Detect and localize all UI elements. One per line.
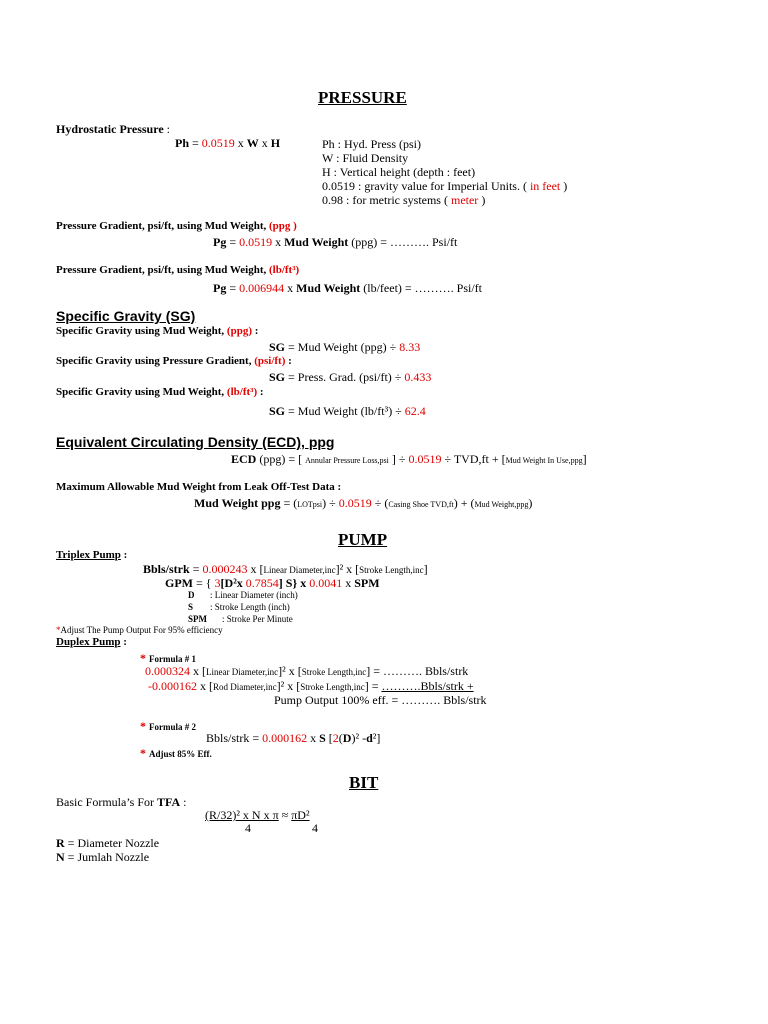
tfa-denominator-right: 4 (312, 821, 318, 835)
note-star: * (140, 746, 149, 760)
heading-text: Pressure Gradient, psi/ft, using Mud Weight, (56, 220, 269, 232)
linear-diameter-term: Linear Diameter,inc (263, 565, 336, 575)
imperial-unit: in feet (529, 179, 561, 193)
formula-text: x [ (197, 679, 213, 693)
eq: = (226, 235, 240, 249)
gpm-constant-conv: 0.0041 (309, 576, 343, 590)
gradient-lb-formula (213, 281, 482, 296)
bbls-var: Bbls/strk (143, 562, 190, 576)
heading-colon: : (180, 795, 187, 809)
formula-text: ( (338, 731, 343, 745)
formula-text: = Press. Grad. (psi/ft) ÷ (285, 370, 405, 384)
sg-formula-2 (269, 370, 431, 385)
heading-text: Duplex Pump (56, 636, 121, 648)
metric-end: ) (478, 193, 486, 207)
sg-var: SG (269, 340, 286, 354)
duplex-adjust-note (140, 746, 212, 761)
r-var: R (56, 836, 65, 850)
heading-colon: : (251, 325, 259, 337)
formula-tail: (lb/feet) = ………. Psi/ft (360, 281, 483, 295)
tfa-term: TFA (157, 795, 181, 809)
rod-diameter-term: Rod Diameter,inc (213, 682, 277, 692)
formula-text: ²] (372, 731, 381, 745)
heading-colon: : (120, 636, 127, 648)
formula-text: ]² x [ (276, 679, 301, 693)
formula-text: Bbls/strk = (206, 731, 263, 745)
duplex-constant-2: -0.000162 (148, 679, 197, 693)
formula-text: = Mud Weight (ppg) ÷ (285, 340, 400, 354)
formula-text: = { (193, 576, 215, 590)
note-text: Adjust The Pump Output For 95% efficiency (60, 625, 223, 635)
legend-ph: Ph : Hyd. Press (psi) (322, 137, 422, 151)
formula-text: ] (423, 562, 428, 576)
formula-text: ] ÷ (388, 452, 409, 466)
sg-constant: 8.33 (399, 340, 421, 354)
annular-loss-term: Annular Pressure Loss,psi (305, 456, 389, 465)
imperial-end: ) (560, 179, 568, 193)
gradient-ppg-heading (56, 220, 297, 232)
ph-var: Ph (175, 136, 190, 150)
sg-formula-3 (269, 404, 426, 419)
heading-unit: (ppg ) (269, 220, 297, 232)
mud-weight-term: Mud Weight,ppg (474, 500, 529, 509)
approx-sign: ≈ (278, 808, 292, 822)
gpm-var: GPM (165, 576, 193, 590)
formula-text: ) + ( (453, 496, 475, 510)
factor-two: 2 (332, 731, 339, 745)
gradient-constant: 0.006944 (239, 281, 285, 295)
triplex-note (56, 625, 223, 635)
heading-text: Pressure Gradient, psi/ft, using Mud Weight, (56, 264, 269, 276)
stroke-length-term: Stroke Length,inc (300, 682, 365, 692)
formula-text: x [ (247, 562, 264, 576)
tfa-numerator (205, 808, 310, 823)
formula-text: )² - (351, 731, 367, 745)
lot-term: LOTpsi (297, 500, 323, 509)
hydrostatic-colon: : (163, 122, 170, 136)
formula-text: ]² x [ (278, 664, 302, 678)
heading-colon: : (285, 355, 292, 367)
legend-d-key: D (188, 590, 195, 600)
formula-text: ]² x [ (335, 562, 360, 576)
sg-formula-1 (269, 340, 420, 355)
sg-constant: 62.4 (404, 404, 426, 418)
hydrostatic-formula (175, 136, 280, 151)
n-var: N (56, 850, 65, 864)
formula-text: = ( (280, 496, 298, 510)
heading-unit: (lb/ft³) (226, 386, 258, 398)
sg-constant: 0.433 (404, 370, 432, 384)
sg-var: SG (269, 370, 286, 384)
formula-result: ……….Bbls/strk + (381, 679, 474, 693)
formula-title-text: Formula # 2 (149, 722, 196, 732)
legend-d-value: : Linear Diameter (inch) (210, 590, 298, 600)
formula-text: ] S} x (278, 576, 310, 590)
eq: = (189, 562, 203, 576)
spm-var: SPM (354, 576, 380, 590)
triplex-heading (56, 549, 127, 561)
ecd-var: ECD (231, 452, 257, 466)
gradient-constant: 0.0519 (239, 235, 273, 249)
formula-text: ÷ TVD,ft + [ (441, 452, 506, 466)
linear-diameter-term: Linear Diameter,inc (206, 667, 279, 677)
ecd-constant: 0.0519 (408, 452, 442, 466)
formula-text: (ppg) = [ (256, 452, 306, 466)
metric-text: 0.98 : for metric systems ( (322, 193, 451, 207)
formula-text: ] = (364, 679, 382, 693)
heading-colon: : (120, 549, 128, 561)
eq: = (189, 136, 202, 150)
heading-colon: : (257, 386, 264, 398)
times: x (342, 576, 355, 590)
stroke-length-term: Stroke Length,inc (359, 565, 424, 575)
gravity-constant: 0.0519 (201, 136, 235, 150)
times: x (307, 731, 320, 745)
legend-w: W : Fluid Density (322, 151, 409, 165)
gpm-constant-3: 3 (214, 576, 221, 590)
duplex-constant-3: 0.000162 (262, 731, 308, 745)
pg-var: Pg (213, 281, 227, 295)
formula-text: = Mud Weight (lb/ft³) ÷ (285, 404, 405, 418)
d-var: D (342, 731, 352, 745)
heading-text: Triplex Pump (56, 549, 121, 561)
gradient-lb-heading (56, 264, 299, 276)
duplex-line-1 (145, 664, 468, 679)
legend-spm-key: SPM (188, 614, 207, 624)
s-var: S (319, 731, 326, 745)
heading-text: Specific Gravity using Mud Weight, (56, 386, 227, 398)
eq: = (226, 281, 240, 295)
note-star: * (56, 625, 61, 635)
duplex-heading (56, 636, 127, 648)
section-title-bit: BIT (349, 773, 379, 792)
tfa-denominator-left: 4 (245, 821, 251, 835)
pg-var: Pg (213, 235, 227, 249)
times: x (284, 281, 297, 295)
mud-weight-term: Mud Weight In Use,ppg (505, 456, 583, 465)
stroke-length-term: Stroke Length,inc (301, 667, 367, 677)
legend-s-value: : Stroke Length (inch) (210, 602, 290, 612)
w-var: W (246, 136, 259, 150)
formula-2-title (140, 719, 196, 734)
tfa-heading (56, 795, 186, 810)
formula-text: [D²x (220, 576, 246, 590)
gradient-ppg-formula (213, 235, 457, 250)
sg-heading-2 (56, 355, 292, 367)
gpm-constant-pi4: 0.7854 (245, 576, 279, 590)
formula-text: ) ÷ (322, 496, 339, 510)
ecd-title: Equivalent Circulating Density (ECD), ppg (56, 434, 335, 450)
definition-text: = Jumlah Nozzle (64, 850, 150, 864)
hydrostatic-label: Hydrostatic Pressure (56, 122, 164, 136)
formula-text: [ (325, 731, 333, 745)
numerator-left: (R/32)² x N x π (205, 808, 279, 822)
metric-unit: meter (450, 193, 479, 207)
formula-text: x [ (190, 664, 206, 678)
n-definition (56, 850, 149, 865)
legend-h: H : Vertical height (depth : feet) (322, 165, 476, 179)
sg-var: SG (269, 404, 286, 418)
shoe-term: Casing Shoe TVD,ft (388, 500, 454, 509)
formula-text: ] (582, 452, 587, 466)
definition-text: = Diameter Nozzle (64, 836, 160, 850)
formula-star: * (140, 651, 149, 665)
formula-text: ) (528, 496, 533, 510)
heading-unit: (psi/ft) (254, 355, 286, 367)
triplex-constant: 0.000243 (202, 562, 248, 576)
sg-title: Specific Gravity (SG) (56, 308, 196, 324)
max-mw-heading: Maximum Allowable Mud Weight from Leak Off-Test Data : (56, 481, 342, 493)
duplex-constant-1: 0.000324 (145, 664, 190, 678)
imperial-text: 0.0519 : gravity value for Imperial Units. ( (322, 179, 530, 193)
legend-s-key: S (188, 602, 194, 612)
heading-text: Specific Gravity using Mud Weight, (56, 325, 227, 337)
r-definition (56, 836, 159, 851)
times: x (258, 136, 271, 150)
formula-title-text: Formula # 1 (149, 654, 196, 664)
sg-heading-1 (56, 325, 258, 337)
legend-spm-value: : Stroke Per Minute (222, 614, 293, 624)
mw-constant: 0.0519 (338, 496, 372, 510)
mud-weight: Mud Weight (296, 281, 361, 295)
sg-heading-3 (56, 386, 264, 398)
formula-text: ] = ………. Bbls/strk (366, 664, 469, 678)
hydrostatic-heading (56, 122, 170, 137)
duplex-formula-2 (206, 731, 380, 746)
section-title-pressure: PRESSURE (318, 88, 407, 107)
h-var: H (270, 136, 281, 150)
ecd-formula (231, 452, 587, 467)
gpm-formula (165, 576, 380, 591)
section-title-pump: PUMP (338, 530, 388, 549)
duplex-line-3: Pump Output 100% eff. = ………. Bbls/strk (274, 693, 487, 707)
legend-imperial (322, 179, 567, 194)
triplex-formula (143, 562, 428, 577)
legend-metric (322, 193, 485, 208)
rod-var: d (366, 731, 373, 745)
heading-unit: (ppg) (226, 325, 252, 337)
mud-weight: Mud Weight (284, 235, 349, 249)
heading-text: Basic Formula’s For (56, 795, 157, 809)
max-mw-formula (194, 496, 532, 511)
formula-tail: (ppg) = ………. Psi/ft (348, 235, 458, 249)
duplex-line-2 (148, 679, 474, 694)
note-text: Adjust 85% Eff. (149, 749, 212, 759)
formula-text: ÷ ( (371, 496, 389, 510)
mw-var: Mud Weight ppg (194, 496, 281, 510)
times: x (234, 136, 247, 150)
times: x (272, 235, 285, 249)
heading-text: Specific Gravity using Pressure Gradient, (56, 355, 255, 367)
formula-star: * (140, 719, 149, 733)
heading-unit: (lb/ft³) (269, 264, 300, 276)
numerator-right: πD² (291, 808, 310, 822)
